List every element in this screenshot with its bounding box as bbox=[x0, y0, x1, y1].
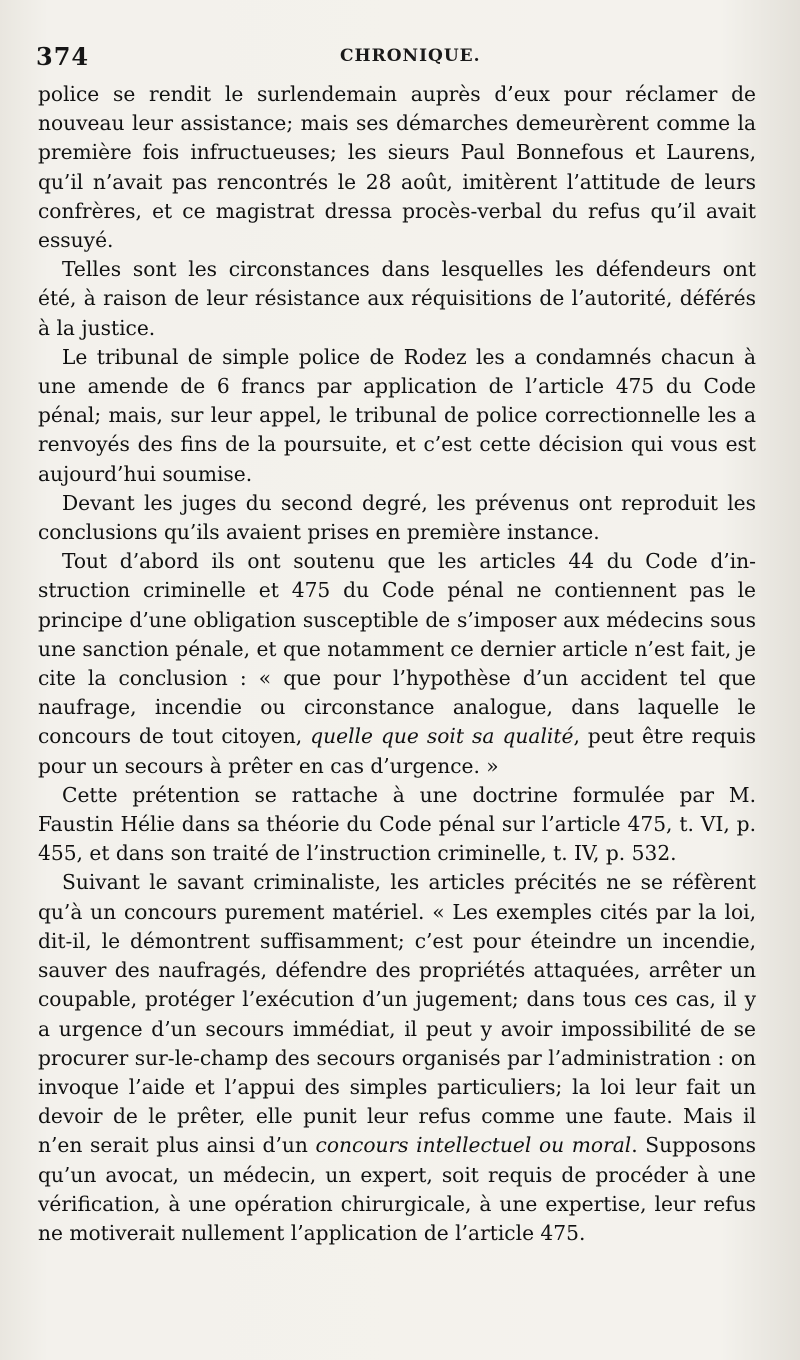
page-number: 374 bbox=[36, 42, 90, 71]
paragraph bbox=[38, 547, 756, 781]
paragraph bbox=[38, 868, 756, 1248]
paragraph bbox=[38, 343, 756, 489]
text-run: Cette prétention se rattache à une doctrine formulée par M. Faustin Hélie dans sa théorie du Code pénal sur l’article 475, t. VI, p. 455, et dans son traité de l’instruction criminelle, t. IV, p. 532. bbox=[38, 782, 756, 866]
body-text bbox=[38, 80, 756, 1248]
text-run: Devant les juges du second degré, les prévenus ont reproduit les conclusions qu’ils avaient prises en première instance. bbox=[38, 490, 756, 545]
text-run: police se rendit le surlendemain auprès d’eux pour réclamer de nouveau leur assistance; mais ses démarches demeurèrent comme la première fois infructueuses; les sieurs Paul Bonnefous et Laurens, qu’il n’avait pas rencontrés le 28 août, imitèrent l’attitude de leurs confrères, et ce magistrat dressa procès-verbal du refus qu’il avait essuyé. bbox=[38, 82, 756, 253]
paragraph bbox=[38, 255, 756, 343]
text-run: Tout d’abord ils ont soutenu que les articles 44 du Code d’instruction criminelle et 475 du Code pénal ne contiennent pas le principe d’une obligation susceptible de s’imposer aux médecins sous une sanction pénale, et que notamment ce dernier article n’est fait, je cite la conclusion : « que pour l’hypothèse d’un accident tel que naufrage, incendie ou circonstance analogue, dans laquelle le concours de tout citoyen, bbox=[38, 549, 756, 749]
italic-text: concours intellectuel ou moral bbox=[315, 1133, 632, 1158]
text-run: . Supposons qu’un avocat, un médecin, un expert, soit requis de procéder à une vérification, à une opération chirurgicale, à une expertise, leur refus ne motiverait nullement l’application de l’article 475. bbox=[38, 1133, 756, 1245]
page-header bbox=[36, 38, 760, 74]
text-run: Suivant le savant criminaliste, les articles précités ne se réfèrent qu’à un concours purement matériel. « Les exemples cités par la loi, dit-il, le démontrent suffisamment; c’est pour éteindre un incendie, sauver des naufragés, défendre des propriétés attaquées, arrêter un coupable, protéger l’exécution d’un jugement; dans tous ces cas, il y a urgence d’un secours immédiat, il peut y avoir impossibilité de se procurer sur-le-champ des secours organisés par l’administration : on invoque l’aide et l’appui des simples particuliers; la loi leur fait un devoir de le prêter, elle punit leur refus comme une faute. Mais il n’en serait plus ainsi d’un bbox=[38, 870, 756, 1158]
text-run: , peut être requis pour un secours à prêter en cas d’urgence. » bbox=[38, 724, 756, 778]
running-head: CHRONIQUE. bbox=[340, 46, 481, 66]
paragraph bbox=[38, 489, 756, 547]
text-run: Le tribunal de simple police de Rodez les a condamnés chacun à une amende de 6 francs par application de l’article 475 du Code pénal; mais, sur leur appel, le tribunal de police correctionnelle les a renvoyés des fins de la poursuite, et c’est cette décision qui vous est aujourd’hui soumise. bbox=[38, 344, 756, 486]
paragraph bbox=[38, 781, 756, 869]
paragraph bbox=[38, 80, 756, 255]
text-run: Telles sont les circonstances dans lesquelles les défendeurs ont été, à raison de leur résistance aux réquisitions de l’autorité, déférés à la justice. bbox=[38, 257, 756, 340]
italic-text: quelle que soit sa qualité bbox=[310, 724, 574, 749]
